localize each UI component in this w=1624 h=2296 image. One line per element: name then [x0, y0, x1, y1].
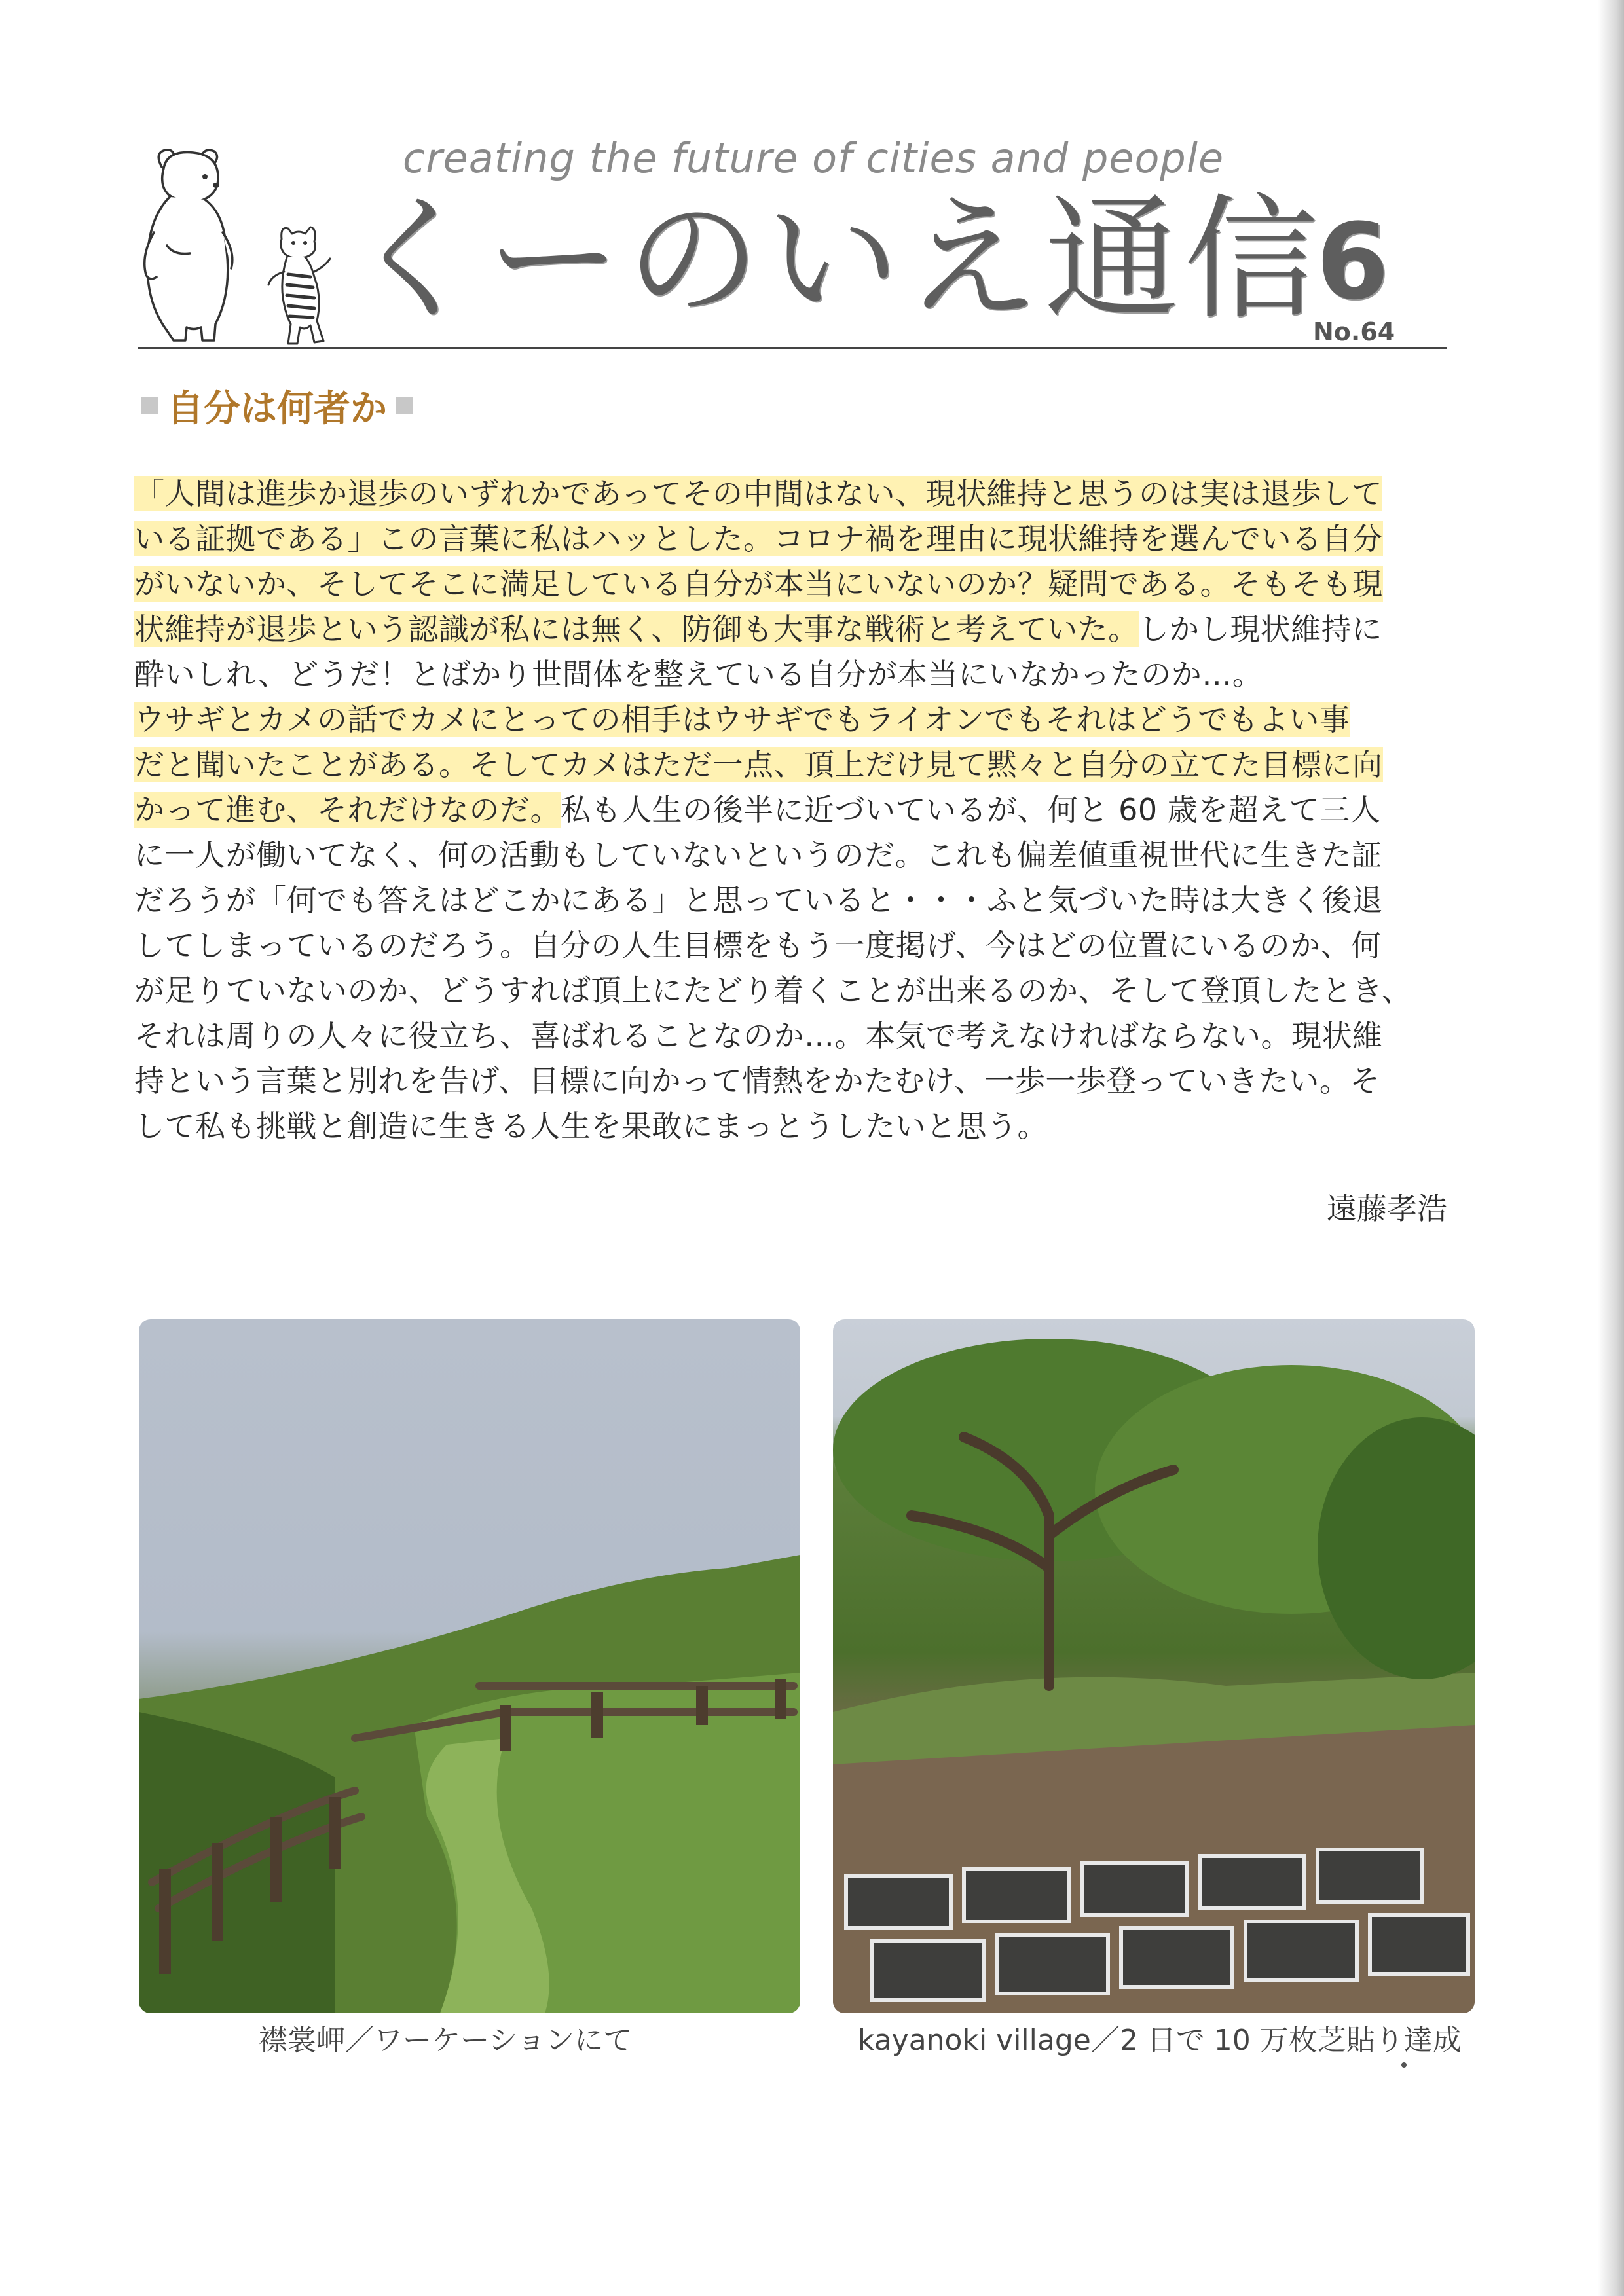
- article-line: [134, 1059, 1464, 1104]
- article-line: [134, 923, 1464, 968]
- issue-month: 6: [1316, 200, 1390, 323]
- plain-text: 持という言葉と別れを告げ、目標に向かって情熱をかたむけ、一歩一歩登っていきたい。そ: [134, 1063, 1380, 1099]
- tagline: creating the future of cities and people: [403, 134, 1225, 182]
- photo-kayanoki-village: [833, 1319, 1475, 2013]
- article-line: [134, 1104, 1464, 1149]
- plain-text: 私も人生の後半に近づいているが、何と 60 歳を超えて三人: [561, 792, 1381, 828]
- highlighted-text: だと聞いたことがある。そしてカメはただ一点、頂上だけ見て黙々と自分の立てた目標に向: [134, 747, 1383, 782]
- header-divider: [138, 347, 1447, 349]
- issue-number: No.64: [1313, 318, 1395, 346]
- photo-caption: kayanoki village／2 日で 10 万枚芝貼り達成: [858, 2024, 1462, 2057]
- article-line: [134, 562, 1464, 607]
- plain-text: それは周りの人々に役立ち、喜ばれることなのか…。本気で考えなければならない。現状維: [134, 1018, 1383, 1053]
- article-line: [134, 471, 1464, 517]
- highlighted-text: ウサギとカメの話でカメにとっての相手はウサギでもライオンでもそれはどうでもよい事: [134, 702, 1350, 737]
- plain-text: だろうが「何でも答えはどこかにある」と思っていると・・・ふと気づいた時は大きく後退: [134, 883, 1383, 918]
- section-heading-text: 自分は何者か: [167, 388, 387, 430]
- article-line: [134, 517, 1464, 562]
- article-body: [134, 471, 1464, 1149]
- highlighted-text: かって進む、それだけなのだ。: [134, 792, 561, 828]
- newsletter-title: くーのいえ通信: [347, 182, 1323, 338]
- article-line: [134, 607, 1464, 652]
- article-line: [134, 1013, 1464, 1059]
- bear-mascot-icon: [128, 141, 246, 350]
- highlighted-text: がいないか、そしてそこに満足している自分が本当にいないのか？疑問である。そもそも現: [134, 566, 1383, 602]
- photo-caption: 襟裳岬／ワーケーションにて: [259, 2024, 633, 2057]
- article-line: [134, 788, 1464, 833]
- article-line: [134, 968, 1464, 1013]
- scan-dot: [1401, 2062, 1407, 2068]
- plain-text: が足りていないのか、どうすれば頂上にたどり着くことが出来るのか、そして登頂したとき、: [134, 973, 1412, 1008]
- tiger-mascot-icon: [262, 219, 334, 350]
- article-line: [134, 652, 1464, 697]
- article-line: [134, 742, 1464, 788]
- article-line: [134, 878, 1464, 923]
- article-line: [134, 697, 1464, 742]
- scan-edge-shadow: [1598, 0, 1624, 2296]
- author-name: 遠藤孝浩: [1327, 1191, 1447, 1226]
- plain-text: に一人が働いてなく、何の活動もしていないというのだ。これも偏差値重視世代に生きた証: [134, 837, 1382, 873]
- highlighted-text: 「人間は進歩か退歩のいずれかであってその中間はない、現状維持と思うのは実は退歩して: [134, 476, 1383, 511]
- plain-text: して私も挑戦と創造に生きる人生を果敢にまっとうしたいと思う。: [134, 1108, 1048, 1144]
- plain-text: しかし現状維持に: [1138, 611, 1382, 647]
- heading-square-icon: [141, 397, 158, 414]
- heading-square-icon: [396, 397, 413, 414]
- cape-landscape-image: [139, 1319, 800, 2013]
- plain-text: 酔いしれ、どうだ！とばかり世間体を整えている自分が本当にいなかったのか…。: [134, 657, 1263, 692]
- article-line: [134, 833, 1464, 878]
- village-planting-image: [833, 1319, 1475, 2013]
- highlighted-text: 状維持が退歩という認識が私には無く、防御も大事な戦術と考えていた。: [134, 611, 1139, 647]
- section-heading: [141, 380, 413, 432]
- highlighted-text: いる証拠である」この言葉に私はハッとした。コロナ禍を理由に現状維持を選んでいる自分: [134, 521, 1383, 556]
- plain-text: してしまっているのだろう。自分の人生目標をもう一度掲げ、今はどの位置にいるのか、何: [134, 928, 1382, 963]
- photo-cape-erimo: [139, 1319, 800, 2013]
